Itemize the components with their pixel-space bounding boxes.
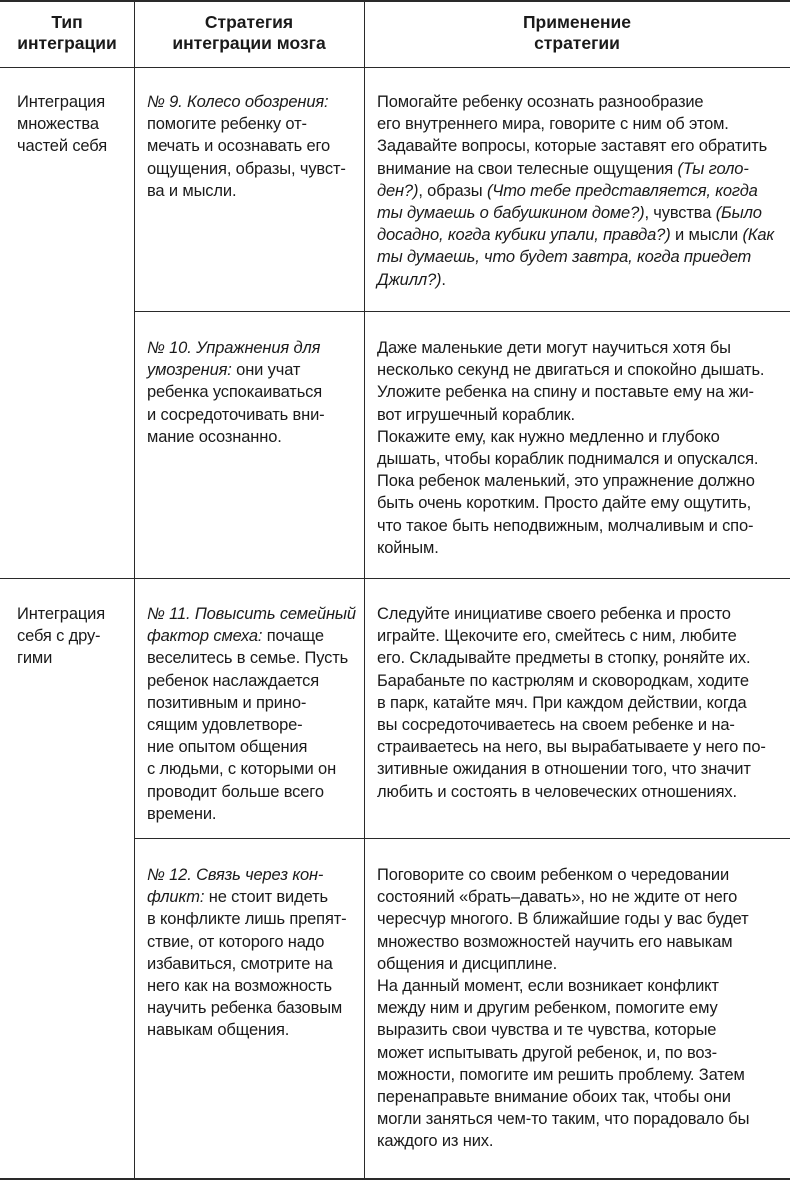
italic-text: фактор смеха:	[147, 627, 263, 646]
text-line	[377, 113, 782, 135]
table-top-border	[0, 0, 790, 2]
text-line	[377, 246, 782, 268]
header-divider	[0, 67, 790, 68]
text-run: что такое быть неподвижным, молчаливым и спо-	[377, 516, 754, 535]
text-run: выразить свои чувства и те чувства, которые	[377, 1021, 717, 1040]
text-line	[147, 803, 359, 825]
italic-text: (Как	[742, 226, 775, 245]
text-line	[147, 758, 359, 780]
header-application-line: стратегии	[534, 33, 620, 53]
italic-text: № 11. Повысить семейный	[147, 605, 356, 623]
text-line	[377, 975, 782, 997]
integration-type	[17, 603, 135, 670]
text-run: перенаправьте внимание обоих так, чтобы они	[377, 1088, 731, 1107]
text-line	[377, 1130, 782, 1152]
text-run: быть очень коротким. Просто дайте ему ощутить,	[377, 494, 752, 513]
header-application	[364, 12, 790, 54]
text-line	[147, 975, 359, 997]
text-run: , чувства	[644, 204, 716, 223]
text-run: Помогайте ребенку осознать разнообразие	[377, 93, 704, 111]
text-line	[147, 135, 359, 157]
italic-text: ты думаешь о бабушкином доме?)	[377, 204, 645, 223]
text-line	[147, 997, 359, 1019]
text-line	[377, 1108, 782, 1130]
italic-text: (Было	[715, 204, 762, 223]
text-run: .	[441, 270, 446, 289]
text-line	[377, 515, 782, 537]
text-run: избавиться, смотрите на	[147, 954, 333, 973]
text-line	[147, 736, 359, 758]
text-line	[377, 1042, 782, 1064]
text-run: ние опытом общения	[147, 738, 308, 757]
column-divider	[134, 0, 135, 1180]
text-line	[377, 404, 782, 426]
text-run: помогите ребенку от-	[147, 115, 307, 134]
strategy-cell	[147, 864, 359, 1042]
text-run: проводит больше всего	[147, 782, 324, 801]
text-run: ствие, от которого надо	[147, 932, 325, 951]
text-line	[147, 908, 359, 930]
text-run: позитивным и прино-	[147, 693, 307, 712]
italic-text: фликт:	[147, 888, 205, 907]
text-line	[377, 670, 782, 692]
text-line	[147, 864, 359, 886]
text-run: и мысли	[670, 226, 743, 245]
text-run: Задавайте вопросы, которые заставят его обратить	[377, 137, 768, 156]
text-line	[377, 603, 782, 625]
text-line	[147, 404, 359, 426]
text-line	[147, 1019, 359, 1041]
strategy-cell	[147, 91, 359, 202]
header-type-line: интеграции	[17, 33, 117, 53]
text-run: койным.	[377, 538, 439, 557]
text-line	[377, 269, 782, 291]
column-divider	[364, 0, 365, 1180]
text-run: его. Складывайте предметы в стопку, роняйте их.	[377, 649, 751, 668]
text-run: они учат	[231, 361, 301, 380]
text-line	[377, 426, 782, 448]
text-line	[377, 381, 782, 403]
text-run: На данный момент, если возникает конфликт	[377, 977, 719, 996]
text-line	[147, 359, 359, 381]
text-line	[377, 736, 782, 758]
text-line	[147, 670, 359, 692]
text-line	[377, 202, 782, 224]
header-strategy-line: Стратегия	[204, 12, 294, 32]
text-line: множества	[17, 115, 99, 134]
text-run: состояний «брать–давать», но не ждите от него	[377, 888, 738, 907]
text-run: , образы	[418, 181, 487, 200]
text-line	[147, 781, 359, 803]
text-line	[377, 537, 782, 559]
text-run: мание осознанно.	[147, 427, 282, 446]
text-run: каждого из них.	[377, 1132, 494, 1151]
text-run: веселитесь в семье. Пусть	[147, 649, 349, 668]
text-run: ребенок наслаждается	[147, 671, 320, 690]
text-run: ощущения, образы, чувст-	[147, 159, 346, 178]
text-run: любить и состоять в человеческих отношениях.	[377, 782, 737, 801]
text-line	[377, 647, 782, 669]
text-run: сящим удовлетворе-	[147, 716, 303, 735]
text-run: Пока ребенок маленький, это упражнение должно	[377, 472, 755, 491]
italic-text: № 12. Связь через кон-	[147, 866, 324, 884]
text-line	[377, 470, 782, 492]
text-run: чересчур многого. В ближайшие годы у вас будет	[377, 910, 749, 929]
text-run: Уложите ребенка на спину и поставьте ему на жи-	[377, 383, 754, 402]
header-application-line: Применение	[522, 12, 632, 32]
text-run: играйте. Щекочите его, смейтесь с ним, любите	[377, 627, 737, 646]
text-run: страиваетесь на него, вы вырабатываете у него по-	[377, 738, 766, 757]
strategy-cell	[147, 337, 359, 448]
application-cell	[377, 603, 782, 803]
italic-text: № 10. Упражнения для	[147, 339, 321, 357]
text-run: внимание на свои телесные ощущения	[377, 159, 678, 178]
text-line	[377, 886, 782, 908]
text-run: мечать и осознавать его	[147, 137, 331, 156]
italic-text: досадно, когда кубики упали, правда?)	[377, 226, 671, 245]
text-run: с людьми, с которыми он	[147, 760, 337, 779]
text-line	[147, 692, 359, 714]
text-run: и сосредоточивать вни-	[147, 405, 325, 424]
text-run: вот игрушечный кораблик.	[377, 405, 575, 424]
text-run: его внутреннего мира, говорите с ним об этом.	[377, 115, 729, 134]
italic-text: ден?)	[377, 181, 419, 200]
text-line	[377, 180, 782, 202]
text-run: Поговорите со своим ребенком о чередовании	[377, 866, 730, 884]
row-divider	[134, 311, 790, 312]
text-run: ребенка успокаиваться	[147, 383, 323, 402]
strategy-cell	[147, 603, 359, 825]
text-run: вы сосредоточиваетесь на своем ребенке и на-	[377, 716, 735, 735]
text-run: несколько секунд не двигаться и спокойно дышать.	[377, 361, 765, 380]
text-run: можности, помогите им решить проблему. Затем	[377, 1065, 745, 1084]
text-run: дышать, чтобы кораблик поднимался и опускался.	[377, 450, 759, 469]
text-line	[147, 647, 359, 669]
text-line	[377, 625, 782, 647]
integration-type	[17, 91, 135, 158]
group-divider	[0, 578, 790, 579]
text-line	[377, 864, 782, 886]
text-run: могли заняться чем-то таким, что порадовало бы	[377, 1110, 750, 1129]
text-run: может испытывать другой ребенок, и, по воз-	[377, 1043, 718, 1062]
text-run: между ним и другим ребенком, помогите ему	[377, 999, 718, 1018]
text-line: гими	[17, 649, 53, 668]
text-run: ва и мысли.	[147, 181, 237, 200]
text-run: Барабаньте по кастрюлям и сковородкам, ходите	[377, 671, 749, 690]
header-strategy	[134, 12, 364, 54]
text-line	[147, 381, 359, 403]
text-line	[377, 997, 782, 1019]
text-run: него как на возможность	[147, 977, 332, 996]
text-run: в парк, катайте мяч. При каждом действии, когда	[377, 693, 747, 712]
text-line	[147, 931, 359, 953]
text-line	[147, 91, 359, 113]
text-line	[147, 337, 359, 359]
header-type	[0, 12, 134, 54]
text-run: зитивные ожидания в отношении того, что значит	[377, 760, 751, 779]
text-run: времени.	[147, 804, 217, 823]
text-run: Покажите ему, как нужно медленно и глубоко	[377, 427, 720, 446]
text-run: в конфликте лишь препят-	[147, 910, 347, 929]
text-run: Следуйте инициативе своего ребенка и просто	[377, 605, 731, 623]
text-line: себя с дру-	[17, 627, 101, 646]
text-line	[377, 158, 782, 180]
text-line	[377, 1086, 782, 1108]
italic-text: (Ты голо-	[677, 159, 749, 178]
italic-text: умозрения:	[147, 361, 232, 380]
application-cell	[377, 91, 782, 291]
text-line	[377, 953, 782, 975]
text-line	[377, 448, 782, 470]
text-line	[147, 158, 359, 180]
text-line	[377, 781, 782, 803]
italic-text: № 9. Колесо обозрения:	[147, 93, 329, 111]
italic-text: ты думаешь, что будет завтра, когда приедет	[377, 248, 752, 267]
text-line	[377, 692, 782, 714]
text-line	[377, 714, 782, 736]
text-line	[377, 91, 782, 113]
text-line	[377, 1064, 782, 1086]
text-line	[147, 625, 359, 647]
text-line	[147, 603, 359, 625]
italic-text: (Что тебе представляется, когда	[486, 181, 758, 200]
text-line	[147, 180, 359, 202]
row-divider	[134, 838, 790, 839]
italic-text: Джилл?)	[377, 270, 442, 289]
application-cell	[377, 864, 782, 1153]
header-type-line: Тип	[51, 12, 83, 32]
text-line	[147, 714, 359, 736]
text-line	[377, 908, 782, 930]
text-line: частей себя	[17, 137, 107, 156]
text-line	[377, 758, 782, 780]
text-line	[377, 931, 782, 953]
text-line	[377, 224, 782, 246]
text-run: общения и дисциплине.	[377, 954, 558, 973]
text-line	[377, 135, 782, 157]
text-line	[147, 953, 359, 975]
text-line	[147, 426, 359, 448]
text-line: Интеграция	[17, 605, 105, 623]
text-run: навыкам общения.	[147, 1021, 290, 1040]
header-strategy-line: интеграции мозга	[172, 33, 326, 53]
text-run: не стоит видеть	[204, 888, 328, 907]
text-line: Интеграция	[17, 93, 105, 111]
text-line	[377, 1019, 782, 1041]
text-run: множество возможностей научить его навыкам	[377, 932, 733, 951]
text-line	[377, 337, 782, 359]
text-line	[147, 886, 359, 908]
text-line	[147, 113, 359, 135]
text-line	[377, 492, 782, 514]
text-run: научить ребенка базовым	[147, 999, 343, 1018]
text-line	[377, 359, 782, 381]
application-cell	[377, 337, 782, 559]
text-run: Даже маленькие дети могут научиться хотя бы	[377, 339, 731, 357]
text-run: почаще	[262, 627, 324, 646]
